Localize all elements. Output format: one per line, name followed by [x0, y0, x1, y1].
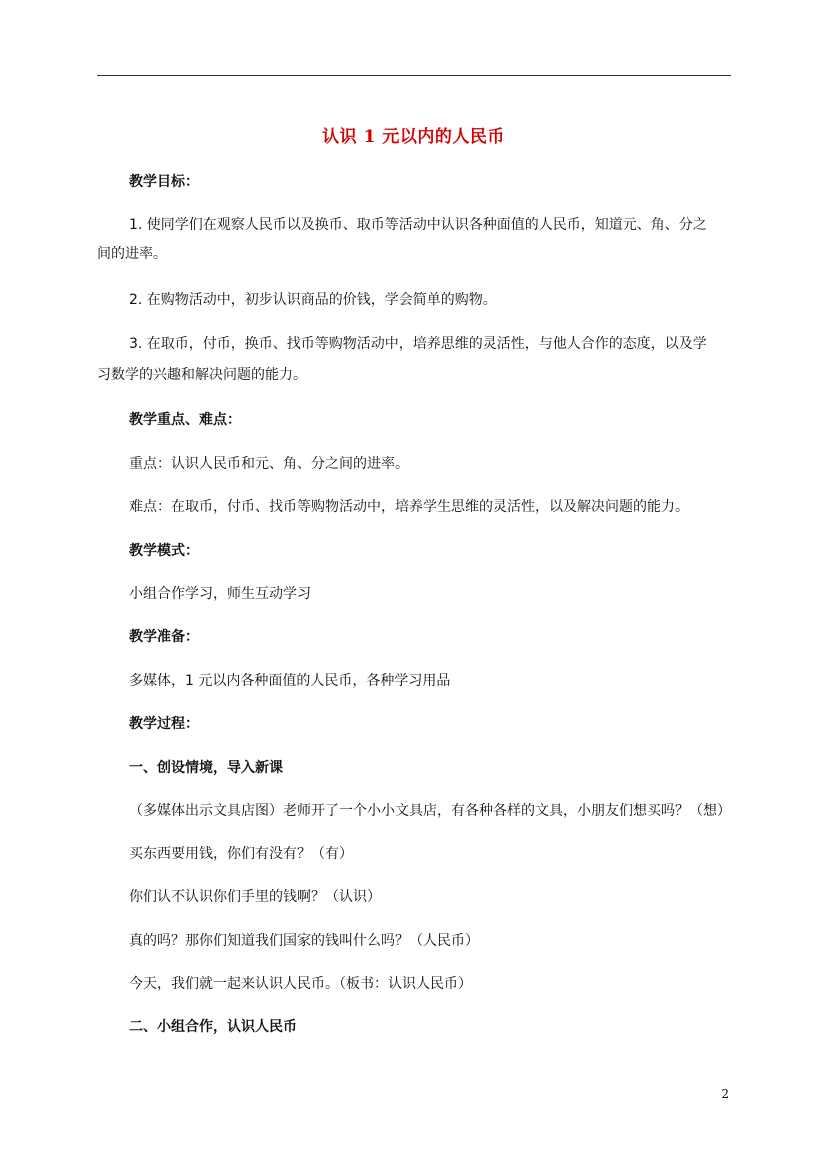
goal-1-line-1: 1. 使同学们在观察人民币以及换币、取币等活动中认识各种面值的人民币，知道元、角、分之 [129, 217, 707, 233]
header-rule [97, 75, 731, 76]
paragraph-5: 今天，我们就一起来认识人民币。（板书：认识人民币） [129, 976, 472, 992]
keypoint-text: 重点：认识人民币和元、角、分之间的进率。 [129, 456, 409, 472]
page-number: 2 [721, 1087, 729, 1101]
paragraph-1: （多媒体出示文具店图）老师开了一个小小文具店，有各种各样的文具，小朋友们想买吗？（想） [129, 803, 731, 819]
paragraph-4: 真的吗？那你们知道我们国家的钱叫什么吗？（人民币） [129, 933, 479, 949]
mode-heading: 教学模式： [129, 543, 199, 559]
prep-text: 多媒体，1 元以内各种面值的人民币，各种学习用品 [129, 673, 451, 689]
mode-text: 小组合作学习，师生互动学习 [129, 586, 311, 602]
paragraph-3: 你们认不认识你们手里的钱啊？（认识） [129, 889, 381, 905]
goals-heading: 教学目标： [129, 174, 199, 190]
goal-3-line-1: 3. 在取币，付币，换币、找币等购物活动中，培养思维的灵活性，与他人合作的态度，以及学 [129, 336, 707, 352]
goal-2: 2. 在购物活动中，初步认识商品的价钱，学会简单的购物。 [129, 292, 497, 308]
goal-3-line-2: 习数学的兴趣和解决问题的能力。 [97, 367, 307, 383]
prep-heading: 教学准备： [129, 629, 199, 645]
part-1-heading: 一、创设情境，导入新课 [129, 760, 283, 776]
document-title: 认识 1 元以内的人民币 [322, 127, 505, 147]
difficulty-text: 难点：在取币，付币、找币等购物活动中，培养学生思维的灵活性，以及解决问题的能力。 [129, 499, 689, 515]
keypoints-heading: 教学重点、难点： [129, 412, 241, 428]
goal-1-line-2: 间的进率。 [97, 246, 167, 262]
part-2-heading: 二、小组合作，认识人民币 [129, 1019, 297, 1035]
process-heading: 教学过程： [129, 716, 199, 732]
paragraph-2: 买东西要用钱，你们有没有？（有） [129, 846, 353, 862]
